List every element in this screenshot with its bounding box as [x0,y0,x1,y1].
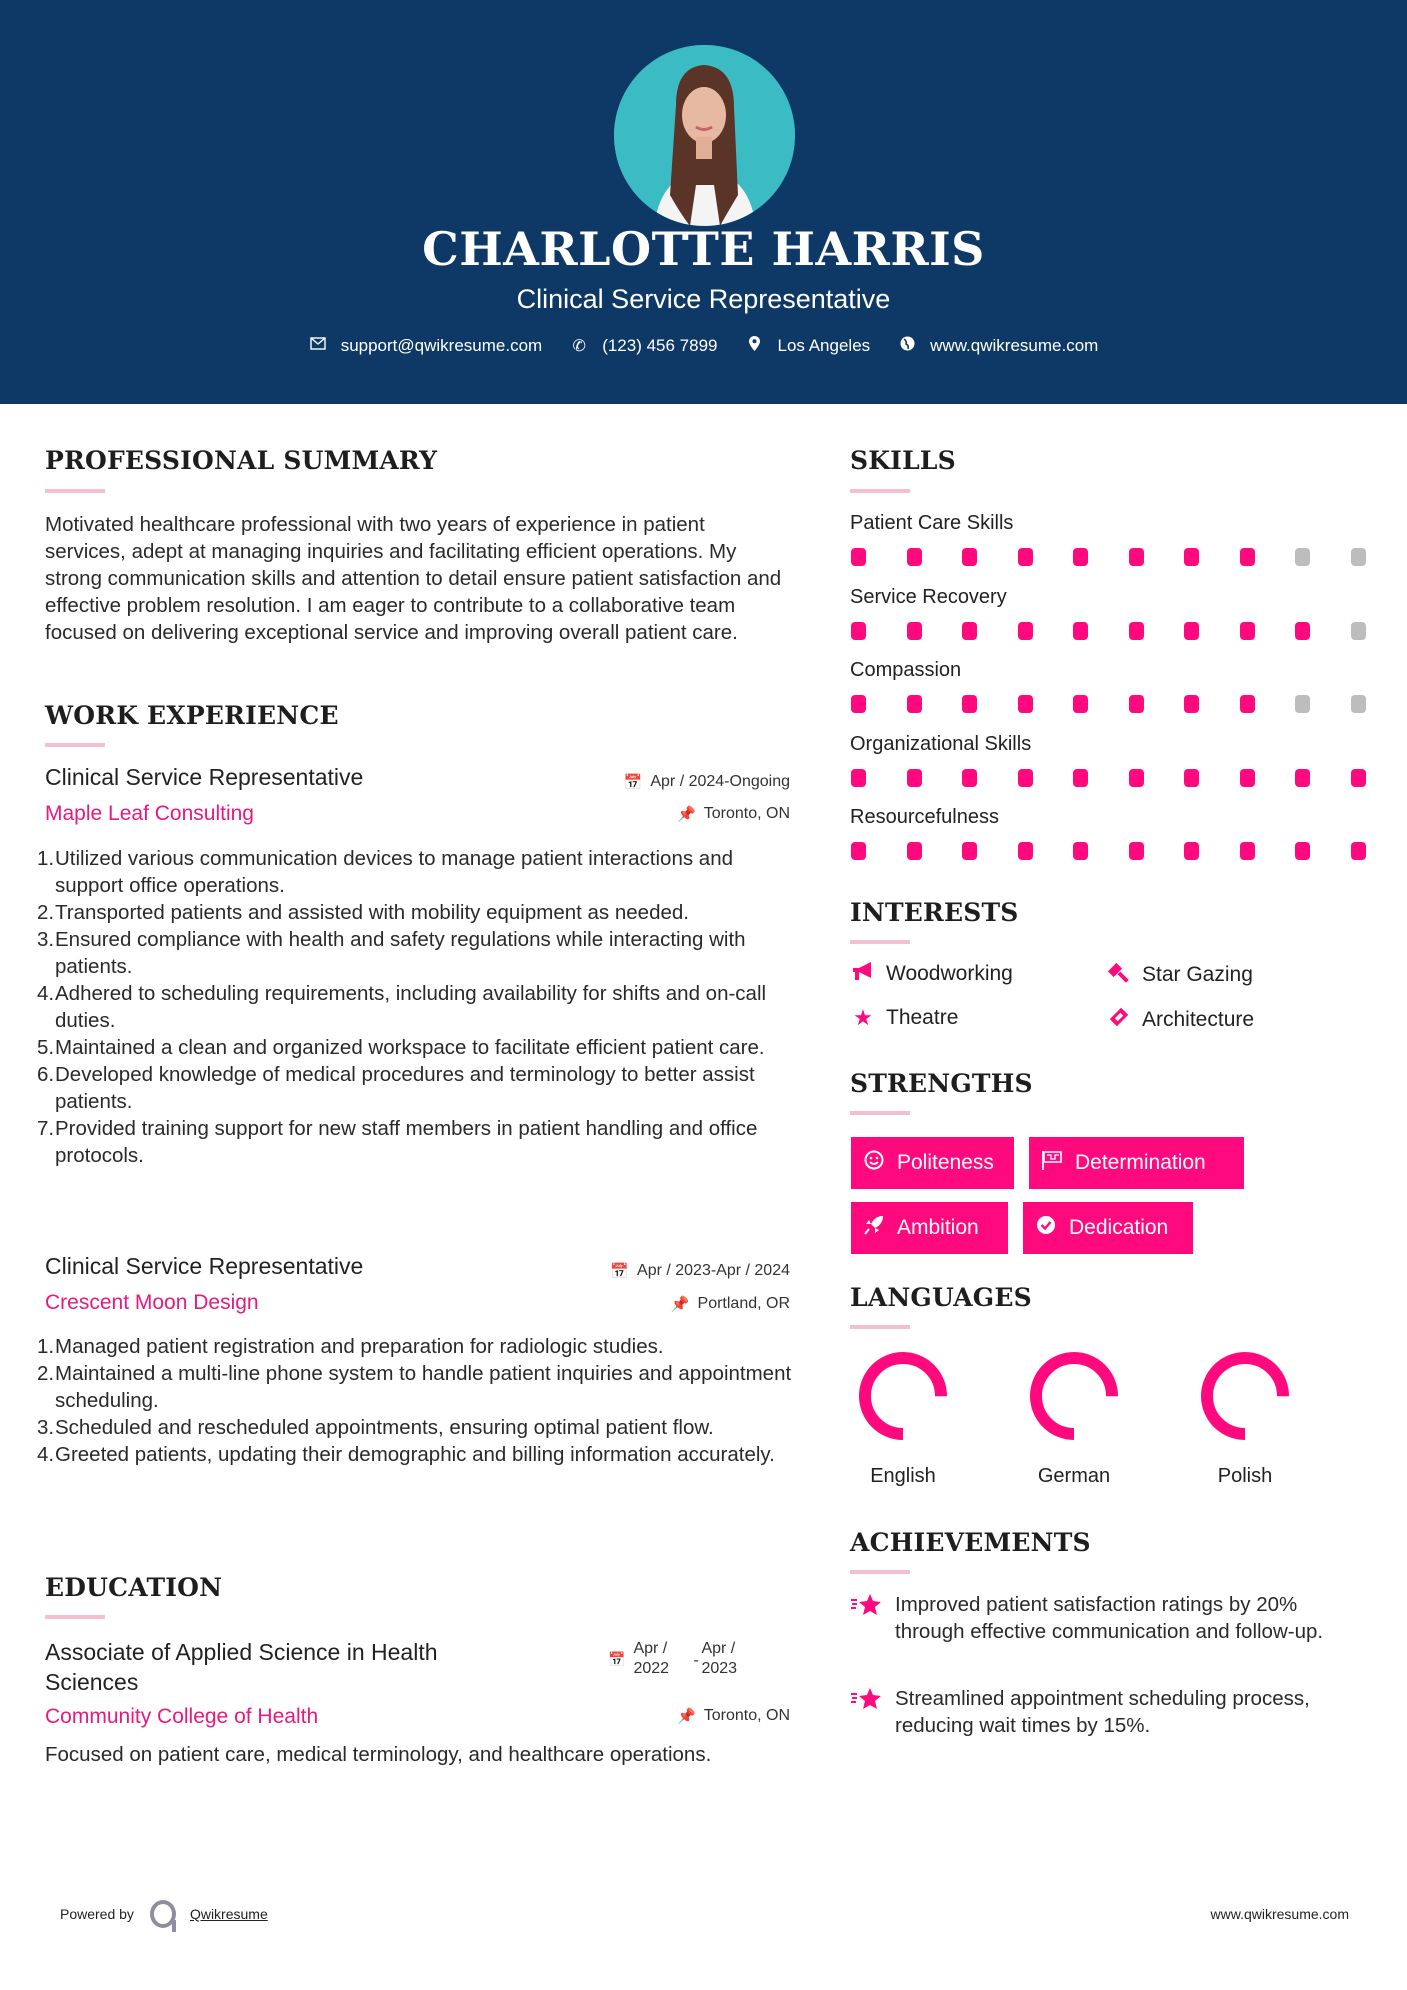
rating-dot-filled [1129,842,1144,860]
languages-heading-rule [850,1325,910,1329]
calendar-icon: 📅 [623,774,643,791]
qwikresume-logo-icon [150,1900,176,1928]
interests-heading: INTERESTS [850,898,1019,927]
gavel-icon [1106,960,1132,990]
duty-item: 6. Developed knowledge of medical procedures and terminology to better assist patients. [37,1063,755,1113]
job-company: Maple Leaf Consulting [45,802,254,825]
rating-dot-filled [1018,548,1033,566]
job-duties-list [37,845,797,1169]
rating-dot-filled [1240,622,1255,640]
candidate-name: CHARLOTTE HARRIS [422,222,985,276]
rating-dot-empty [1295,548,1310,566]
rating-dot-filled [907,842,922,860]
rating-dot-filled [907,695,922,713]
calendar-icon: 📅 [610,1263,630,1280]
duty-item: 3. Scheduled and rescheduled appointments, ensuring optimal patient flow. [37,1416,714,1439]
rating-dot-empty [1295,695,1310,713]
rating-dot-filled [1184,695,1199,713]
contact-row [0,336,1407,356]
globe-icon [898,336,916,356]
language-label: Polish [1217,1465,1273,1487]
contact-phone[interactable] [570,336,717,356]
star-icon: ★ [853,1005,873,1030]
duty-item: 1. Utilized various communication devices to manage patient interactions and support office operations. [37,847,734,897]
rating-dot-filled [962,622,977,640]
skill-label: Patient Care Skills [850,512,1014,534]
interest-theatre: ★ Theatre [850,1005,958,1031]
contact-location-text: Los Angeles [777,336,871,355]
job-location-text: Toronto, ON [703,805,790,822]
rating-dot-filled [1295,842,1310,860]
smile-icon [863,1150,885,1176]
rating-dot-filled [962,769,977,787]
rating-dot-filled [851,622,866,640]
envelope-icon [309,337,327,355]
education-heading: EDUCATION [45,1573,223,1602]
megaphone-icon [850,960,876,988]
interest-woodworking: Woodworking [850,960,1013,988]
rating-dot-filled [907,769,922,787]
achievements-heading: ACHIEVEMENTS [850,1528,1091,1557]
resume-header [0,0,1407,404]
progress-ring-icon [1029,1351,1119,1441]
rating-dot-filled [907,622,922,640]
job-dates-text: Apr / 2024-Ongoing [650,773,790,790]
progress-ring-icon [858,1351,948,1441]
calendar-icon: 📅 [608,1651,626,1667]
rating-dot-filled [851,842,866,860]
rating-dot-filled [1073,842,1088,860]
contact-email[interactable] [309,336,543,356]
contact-phone-text: (123) 456 7899 [602,336,718,355]
job-location [500,1295,790,1313]
skill-rating [851,769,1406,787]
powered-by-label: Powered by [60,1906,134,1922]
check-circle-icon [1035,1215,1057,1241]
job-title: Clinical Service Representative [45,764,364,790]
strength-determination: Determination [1029,1137,1244,1189]
progress-ring-icon [1200,1351,1290,1441]
duty-item: 7. Provided training support for new staff members in patient handling and office protocols. [37,1117,758,1167]
achievement-item: Improved patient satisfaction ratings by 20% through effective communication and follow-up. [850,1591,1370,1645]
job-location-text: Portland, OR [697,1295,790,1312]
summary-heading: PROFESSIONAL SUMMARY [45,446,438,475]
rating-dot-filled [962,548,977,566]
language-ring [1014,1351,1134,1441]
job-dates-text: Apr / 2023-Apr / 2024 [637,1262,790,1279]
strengths-heading-rule [850,1111,910,1115]
rating-dot-filled [1073,622,1088,640]
strength-dedication: Dedication [1023,1202,1193,1254]
footer-website[interactable]: www.qwikresume.com [1210,1906,1349,1922]
job-duties-list [37,1333,797,1468]
pushpin-icon: 📌 [677,1708,696,1725]
skill-label: Organizational Skills [850,732,1032,755]
contact-website-text: www.qwikresume.com [930,336,1099,355]
skill-label: Resourcefulness [850,806,999,828]
rating-dot-filled [851,548,866,566]
job-dates [500,1262,790,1280]
job-dates [500,773,790,791]
date-separator: - [693,1652,699,1669]
qwikresume-link[interactable]: Qwikresume [189,1906,268,1922]
strength-ambition: Ambition [851,1202,1008,1254]
education-location [500,1707,790,1725]
rating-dot-filled [1129,548,1144,566]
summary-heading-rule [45,489,105,493]
rating-dot-filled [1129,769,1144,787]
education-degree: Associate of Applied Science in Health Sciences [45,1639,438,1695]
ticket-icon [1106,1005,1132,1035]
skill-label: Service Recovery [850,585,1007,608]
language-ring [843,1351,963,1441]
language-label: German [1037,1465,1111,1487]
achievements-heading-rule [850,1570,910,1574]
strengths-heading: STRENGTHS [850,1069,1033,1098]
rating-dot-filled [1295,769,1310,787]
rating-dot-filled [1129,695,1144,713]
duty-item: 2. Transported patients and assisted with mobility equipment as needed. [37,901,689,924]
rating-dot-filled [1351,769,1366,787]
rating-dot-empty [1351,622,1366,640]
shooting-star-icon [850,1591,895,1645]
summary-text: Motivated healthcare professional with two years of experience in patient services, adept at managing inquiries and facilitating efficient operations. My strong communication skills and attention to detail ensure patient satisfaction and effective problem resolution. I am eager to contribute to a collaborative team focused on delivering exceptional service and improving overall patient care. [45,513,782,644]
rating-dot-filled [1351,842,1366,860]
rating-dot-filled [851,695,866,713]
duty-item: 3. Ensured compliance with health and safety regulations while interacting with patients. [37,928,746,978]
rating-dot-filled [1184,548,1199,566]
map-marker-icon [746,336,764,356]
rating-dot-filled [1240,769,1255,787]
rating-dot-filled [1240,842,1255,860]
interests-heading-rule [850,940,910,944]
rating-dot-filled [1018,769,1033,787]
language-label: English [870,1465,936,1487]
rating-dot-filled [1073,548,1088,566]
job-title: Clinical Service Representative [45,1253,364,1279]
rating-dot-filled [1240,695,1255,713]
contact-website[interactable] [898,336,1098,356]
profile-photo [614,45,795,226]
education-dates [608,1639,751,1679]
rating-dot-empty [1351,548,1366,566]
rating-dot-filled [907,548,922,566]
job-location [500,805,790,823]
skill-label: Compassion [850,659,962,681]
rating-dot-filled [1184,842,1199,860]
contact-email-text: support@qwikresume.com [340,336,543,355]
skill-rating [851,695,1406,713]
rating-dot-filled [962,842,977,860]
phone-icon: ✆ [572,338,586,355]
rating-dot-filled [1240,548,1255,566]
rating-dot-filled [1018,695,1033,713]
experience-heading-rule [45,743,105,747]
pushpin-icon: 📌 [677,806,696,823]
skills-heading-rule [850,489,910,493]
rating-dot-filled [1129,622,1144,640]
duty-item: 4. Greeted patients, updating their demographic and billing information accurately. [37,1443,775,1466]
skill-rating [851,622,1406,640]
pushpin-icon: 📌 [670,1296,690,1313]
rating-dot-filled [1073,769,1088,787]
skill-rating [851,548,1406,566]
rating-dot-empty [1351,695,1366,713]
language-ring [1185,1351,1305,1441]
rating-dot-filled [851,769,866,787]
education-school: Community College of Health [45,1705,319,1728]
interest-architecture: Architecture [1106,1005,1254,1035]
experience-heading: WORK EXPERIENCE [45,701,339,730]
duty-item: 5. Maintained a clean and organized workspace to facilitate efficient patient care. [37,1036,765,1059]
footer-powered-by [60,1900,268,1928]
education-description: Focused on patient care, medical terminology, and healthcare operations. [45,1743,712,1766]
job-company: Crescent Moon Design [45,1291,259,1314]
education-end: Apr / 2023 [701,1640,738,1677]
shooting-star-icon [850,1685,895,1739]
interest-star-gazing: Star Gazing [1106,960,1253,990]
rating-dot-filled [1018,622,1033,640]
strength-politeness: Politeness [851,1137,1014,1189]
skill-rating [851,842,1406,860]
flag-icon [1041,1150,1063,1176]
achievement-item: Streamlined appointment scheduling process, reducing wait times by 15%. [850,1685,1370,1739]
skills-heading: SKILLS [850,446,956,475]
duty-item: 4. Adhered to scheduling requirements, including availability for shifts and on-call duties. [37,982,767,1032]
contact-location [746,336,871,356]
rating-dot-filled [962,695,977,713]
rocket-icon [863,1214,885,1242]
duty-item: 1. Managed patient registration and preparation for radiologic studies. [37,1335,664,1358]
rating-dot-filled [1295,622,1310,640]
rating-dot-filled [1184,769,1199,787]
languages-heading: LANGUAGES [850,1283,1032,1312]
profile-photo-illustration [614,45,795,226]
rating-dot-filled [1018,842,1033,860]
education-heading-rule [45,1615,105,1619]
duty-item: 2. Maintained a multi-line phone system to handle patient inquiries and appointment scheduling. [37,1362,792,1412]
education-location-text: Toronto, ON [703,1707,790,1724]
candidate-role: Clinical Service Representative [516,284,891,314]
rating-dot-filled [1184,622,1199,640]
education-start: Apr / 2022 [633,1640,670,1677]
rating-dot-filled [1073,695,1088,713]
